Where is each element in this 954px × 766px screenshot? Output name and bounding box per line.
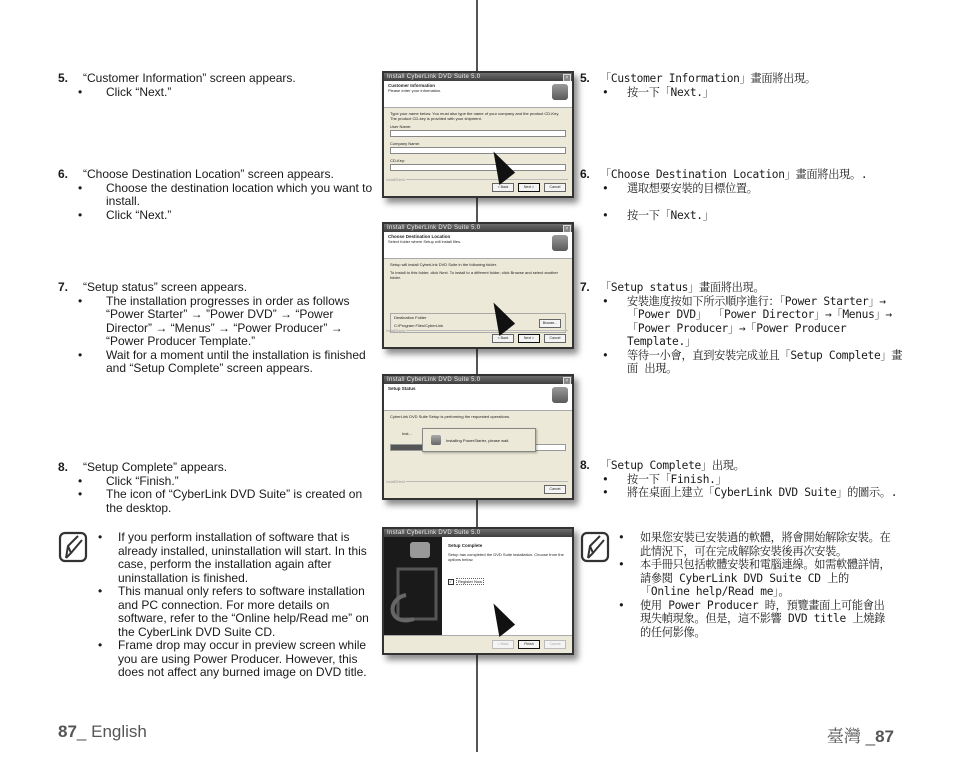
install-label: Inst... bbox=[402, 431, 412, 436]
dialog-text: Setup will install CyberLink DVD Suite in the following folder. bbox=[390, 262, 497, 267]
step-heading: “Setup status” screen appears. bbox=[83, 280, 248, 294]
dialog-text: To install to this folder, click Next. To install to a different folder, click Browse and select another folder. bbox=[390, 270, 558, 280]
bullet-text: Click “Next.” bbox=[106, 84, 172, 99]
step-heading: 「Customer Information」畫面將出現。 bbox=[600, 72, 816, 85]
dialog-setup-status bbox=[382, 374, 574, 500]
dialog-header: Choose Destination Location bbox=[388, 234, 451, 239]
close-icon[interactable]: × bbox=[563, 377, 571, 385]
bullet-text: 安裝進度按如下所示順序進行：「Power Starter」→「Power DVD」 「Power Director」→「Menus」→「Power Producer」→「Power Producer Template.」 bbox=[627, 294, 892, 348]
cancel-button[interactable]: Cancel bbox=[544, 485, 566, 494]
dialog-header: Setup Status bbox=[388, 386, 416, 391]
bullet-text: 將在桌面上建立「CyberLink DVD Suite」的圖示。. bbox=[627, 486, 898, 499]
step-5-zh: 5. 「Customer Information」畫面將出現。 • 按一下「Next.」 bbox=[580, 71, 816, 99]
register-now-checkbox[interactable] bbox=[448, 578, 566, 585]
step-number: 5. bbox=[58, 71, 69, 85]
dialog-header: Customer Information bbox=[388, 83, 436, 88]
bullet-text: 按一下「Next.」 bbox=[627, 209, 714, 222]
note-text: 如果您安裝已安裝過的軟體，將會開始解除安裝。在此情況下，可在完成解除安裝後再次安裝。 bbox=[640, 531, 891, 558]
step-number: 8. bbox=[580, 458, 590, 472]
finish-button[interactable]: Finish bbox=[518, 640, 540, 649]
step-6-en: 6. “Choose Destination Location” screen appears. • Choose the destination location which you want to install. • Click “Next.” bbox=[58, 168, 380, 222]
field-label: CD-Key: bbox=[390, 158, 406, 163]
installer-icon bbox=[431, 435, 441, 445]
step-5-en: 5. “Customer Information” screen appears. • Click “Next.” bbox=[58, 71, 296, 99]
cancel-button[interactable]: Cancel bbox=[544, 334, 566, 343]
language-label: _ English bbox=[76, 722, 147, 741]
note-text: 使用 Power Producer 時，預覽畫面上可能會出現失幀現象。但是，這不影響 DVD title 上燒錄的任何影像。 bbox=[640, 598, 885, 639]
folder-label: Destination Folder bbox=[394, 315, 427, 320]
step-number: 5. bbox=[580, 71, 590, 85]
dialog-customer-information bbox=[382, 71, 574, 198]
checkbox-label: Register Now bbox=[458, 579, 483, 584]
dialog-title-bar: Install CyberLink DVD Suite 5.0 bbox=[384, 529, 572, 537]
step-heading: 「Setup status」畫面將出現。 bbox=[600, 281, 765, 294]
language-label: 臺灣 _ bbox=[826, 727, 876, 746]
step-8-zh: 8. 「Setup Complete」出現。 • 按一下「Finish.」 • 將在桌面上建立「CyberLink DVD Suite」的圖示。. bbox=[580, 458, 898, 499]
note-text: This manual only refers to software installation and PC connection. For more details on software, refer to the “Online help/Read me” on the CyberLink DVD Suite CD. bbox=[118, 584, 369, 639]
field-label: Company Name: bbox=[390, 141, 421, 146]
installshield-label: InstallShield bbox=[386, 178, 405, 182]
step-number: 6. bbox=[58, 167, 69, 181]
dialog-subheader: Please enter your information. bbox=[388, 88, 442, 93]
installer-icon bbox=[552, 387, 568, 403]
install-popup bbox=[422, 428, 536, 452]
installer-icon bbox=[552, 84, 568, 100]
dialog-text: CyberLink DVD Suite Setup is performing the requested operations. bbox=[390, 414, 511, 419]
checkbox-icon[interactable]: ✓ bbox=[449, 578, 453, 584]
bullet-text: 按一下「Next.」 bbox=[627, 85, 714, 99]
dialog-title-bar: Install CyberLink DVD Suite 5.0 × bbox=[384, 376, 572, 384]
cancel-button[interactable]: Cancel bbox=[544, 183, 566, 192]
user-name-input[interactable] bbox=[390, 130, 566, 137]
page-number: 87 bbox=[875, 727, 894, 746]
bullet-text: Wait for a moment until the installation is finished and “Setup Complete” screen appears. bbox=[106, 347, 366, 375]
step-6-zh: 6. 「Choose Destination Location」畫面將出現。. • 選取想要安裝的目標位置。 • 按一下「Next.」 bbox=[580, 167, 868, 222]
step-heading: 「Setup Complete」出現。 bbox=[600, 459, 745, 472]
dialog-choose-destination bbox=[382, 222, 574, 349]
dialog-title-bar: Install CyberLink DVD Suite 5.0 × bbox=[384, 73, 572, 81]
back-button[interactable]: < Back bbox=[492, 640, 514, 649]
page-footer-english bbox=[58, 722, 147, 742]
company-name-input[interactable] bbox=[390, 147, 566, 154]
install-graphic-icon bbox=[384, 537, 442, 635]
folder-path: C:\Program Files\CyberLink bbox=[394, 323, 444, 328]
note-pencil-icon bbox=[58, 531, 88, 563]
back-button[interactable]: < Back bbox=[492, 183, 514, 192]
back-button[interactable]: < Back bbox=[492, 334, 514, 343]
dialog-subheader: Select folder where Setup will install files. bbox=[388, 239, 462, 244]
page-number: 87 bbox=[58, 722, 77, 741]
step-heading: “Choose Destination Location” screen appears. bbox=[83, 167, 334, 181]
step-8-en: 8. “Setup Complete” appears. • Click “Finish.” • The icon of “CyberLink DVD Suite” is created on the desktop. bbox=[58, 461, 380, 515]
field-label: User Name: bbox=[390, 124, 412, 129]
close-icon[interactable]: × bbox=[563, 74, 571, 82]
installshield-label: InstallShield bbox=[386, 480, 405, 484]
step-heading: “Setup Complete” appears. bbox=[83, 460, 228, 474]
note-pencil-icon bbox=[580, 531, 610, 563]
installshield-label: InstallShield bbox=[386, 329, 405, 333]
step-number: 7. bbox=[580, 280, 590, 294]
dialog-text: Type your name below. You must also type the name of your company and the product CD-Key. The product CD-key is provided with your shipment. bbox=[390, 111, 560, 121]
bullet-text: Choose the destination location which you want to install. bbox=[106, 180, 373, 208]
installer-icon bbox=[552, 235, 568, 251]
dialog-text: Setup has completed the DVD Suite installation. Choose from the options below. bbox=[448, 552, 564, 562]
next-button[interactable]: Next > bbox=[518, 183, 540, 192]
step-number: 7. bbox=[58, 280, 69, 294]
page-footer-chinese bbox=[827, 722, 894, 747]
note-text: 本手冊只包括軟體安裝和電腦連線。如需軟體詳情，請參閱 CyberLink DVD Suite CD 上的「Online help/Read me」。 bbox=[640, 558, 891, 598]
bullet-text: The installation progresses in order as follows “Power Starter” → ”Power DVD” → “Power Director” → “Menus” → “Power Producer” → “Power Producer Template.” bbox=[106, 293, 350, 348]
step-7-zh: 7. 「Setup status」畫面將出現。 • 安裝進度按如下所示順序進行：「Power Starter」→「Power DVD」 「Power Director」→「Menus」→「Power Producer」→「Power Producer Template.」 • 等待一小會，直到安裝完成並且「Setup Complete」畫面 出現。 bbox=[580, 281, 910, 376]
browse-button[interactable]: Browse... bbox=[539, 319, 561, 328]
note-text: If you perform installation of software that is already installed, uninstallation will start. In this case, perform the installation again after uninstallation is finished. bbox=[118, 530, 367, 585]
bullet-text: 選取想要安裝的目標位置。 bbox=[627, 181, 758, 195]
next-button[interactable]: Next > bbox=[518, 334, 540, 343]
step-number: 6. bbox=[580, 167, 590, 181]
bullet-text: Click “Finish.” bbox=[106, 473, 179, 488]
step-heading: “Customer Information” screen appears. bbox=[83, 71, 296, 85]
dialog-title-bar: Install CyberLink DVD Suite 5.0 × bbox=[384, 224, 572, 232]
bullet-text: 等待一小會，直到安裝完成並且「Setup Complete」畫面 出現。 bbox=[627, 348, 903, 375]
bullet-text: The icon of “CyberLink DVD Suite” is created on the desktop. bbox=[106, 487, 363, 515]
bullet-text: 按一下「Finish.」 bbox=[627, 472, 727, 486]
note-text: Frame drop may occur in preview screen while you are using Power Producer. However, this does not affect any burned image on DVD title. bbox=[118, 638, 367, 679]
note-zh: • 如果您安裝已安裝過的軟體，將會開始解除安裝。在此情況下，可在完成解除安裝後再次安裝。 • 本手冊只包括軟體安裝和電腦連線。如需軟體詳情，請參閱 CyberLink DVD Suite CD 上的「Online help/Read me」。 • 使用 Power Producer 時，預覽畫面上可能會出現失幀現象。但是，這不影響 DVD title 上燒錄的任何影像。 bbox=[580, 531, 910, 639]
close-icon[interactable]: × bbox=[563, 225, 571, 233]
popup-text: Installing PowerStarter, please wait. bbox=[446, 437, 510, 443]
dialog-header: Setup Complete bbox=[448, 543, 483, 548]
step-7-en: 7. “Setup status” screen appears. • The installation progresses in order as follows “Power Starter” → ”Power DVD” → “Power Director” → “Menus” → “Power Producer” → “Power Producer Template.” • Wait for a moment until the installation is finished and “Setup Complete” screen appears. bbox=[58, 281, 380, 376]
cd-key-input[interactable] bbox=[390, 164, 566, 171]
note-en: • If you perform installation of software that is already installed, uninstallation will start. In this case, perform the installation again after uninstallation is finished. • This manual only refers to software installation and PC connection. For more details on software, refer to the “Online help/Read me” on the CyberLink DVD Suite CD. • Frame drop may occur in preview screen while you are using Power Producer. However, this does not affect any burned image on DVD title. bbox=[58, 531, 380, 680]
dialog-setup-complete bbox=[382, 527, 574, 655]
step-heading: 「Choose Destination Location」畫面將出現。. bbox=[600, 168, 868, 181]
step-number: 8. bbox=[58, 460, 69, 474]
cancel-button[interactable]: Cancel bbox=[544, 640, 566, 649]
bullet-text: Click “Next.” bbox=[106, 207, 172, 222]
setup-complete-graphic bbox=[384, 537, 442, 635]
